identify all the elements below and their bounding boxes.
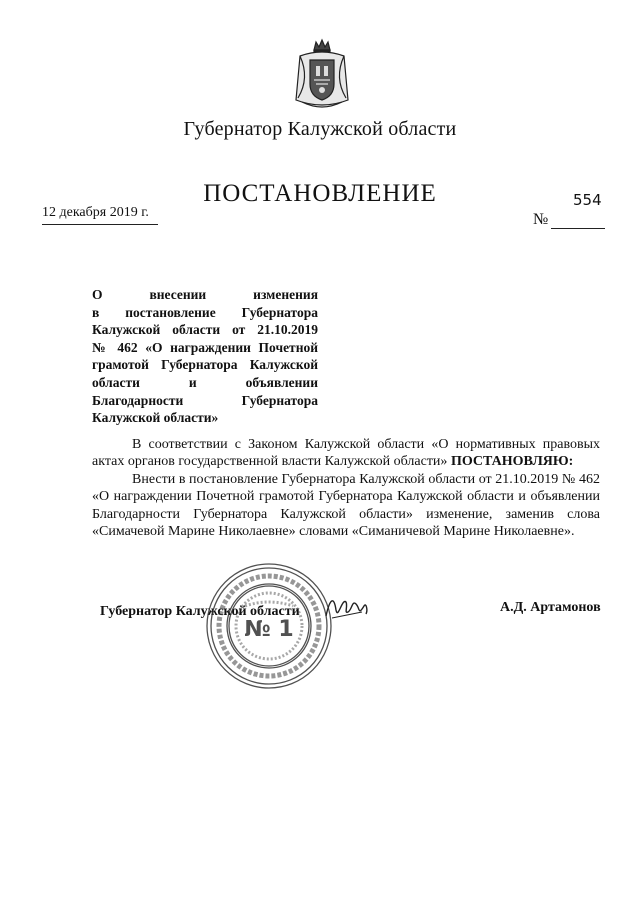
organization-title: Губернатор Калужской области xyxy=(183,118,457,140)
subject-line: Калужской области от 21.10.2019 xyxy=(92,322,318,338)
handwritten-signature-icon xyxy=(322,592,370,622)
document-number xyxy=(533,191,605,231)
subject-line: Благодарности Губернатора xyxy=(92,392,318,408)
number-value: 554 xyxy=(573,191,602,209)
subject-line: О внесении изменения xyxy=(92,287,318,302)
stamp-number: № 1 xyxy=(244,617,294,642)
document-type-title: ПОСТАНОВЛЕНИЕ xyxy=(203,180,437,207)
official-stamp-icon xyxy=(205,562,333,690)
number-label: № xyxy=(533,211,549,228)
document-subject xyxy=(92,286,318,427)
number-underline xyxy=(551,228,605,229)
document-body xyxy=(92,436,600,540)
paragraph-text: В соответствии с Законом Калужской области «О нормативных правовых актах органов государственной власти Калужской области» xyxy=(92,437,600,470)
subject-line: № 462 «О награждении Почетной xyxy=(92,339,318,355)
subject-line: Калужской области» xyxy=(92,410,219,426)
signatory-name: А.Д. Артамонов xyxy=(500,600,601,615)
subject-line: грамотой Губернатора Калужской xyxy=(92,357,318,373)
subject-line: области и объявлении xyxy=(92,374,318,390)
document-date: 12 декабря 2019 г. xyxy=(42,205,158,225)
body-paragraph-2: Внести в постановление Губернатора Калужской области от 21.10.2019 № 462 «О награждении Почетной грамотой Губернатора Калужской области и объявлении Благодарности Губернатора Калужской области» изменение, заменив слова «Симачевой Марине Николаевне» словами «Симаничевой Марине Николаевне». xyxy=(92,471,600,540)
signatory-position: Губернатор Калужской области xyxy=(100,604,300,619)
resolution-keyword: ПОСТАНОВЛЯЮ: xyxy=(450,454,574,470)
body-paragraph-1 xyxy=(92,436,600,471)
subject-line: в постановление Губернатора xyxy=(92,304,318,320)
coat-of-arms-icon xyxy=(292,38,352,112)
